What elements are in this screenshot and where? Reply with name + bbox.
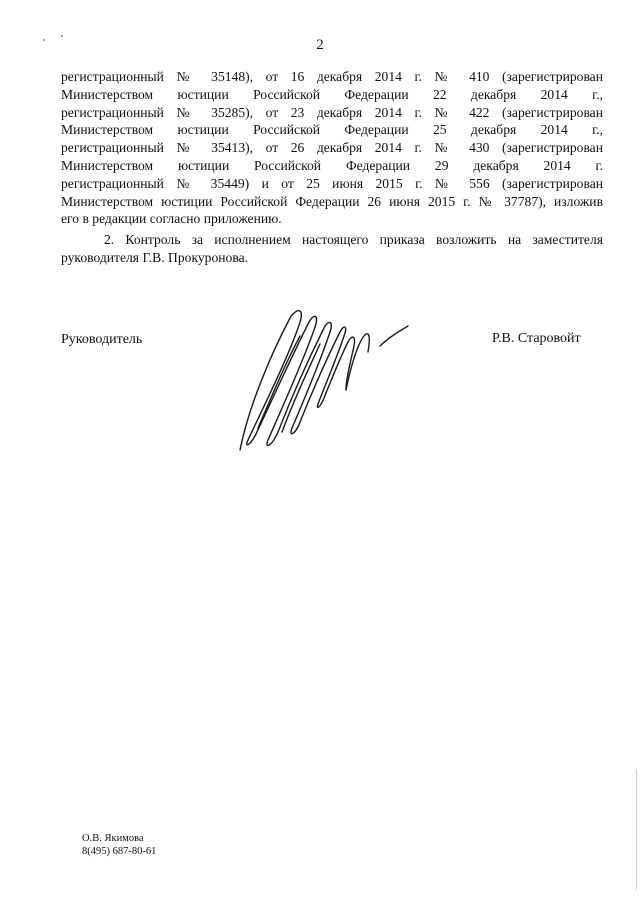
paragraph-1-line: Министерством юстиции Российской Федерации 22 декабря 2014 г., [61,86,603,102]
executor-name: О.В. Якимова [82,833,144,844]
paragraph-1-line: Министерством юстиции Российской Федерации 26 июня 2015 г. № 37787), изложив [61,193,603,209]
paragraph-2-first-line: 2. Контроль за исполнением настоящего приказа возложить на заместителя [104,232,603,248]
body-text [61,68,603,267]
paragraph-1-line: регистрационный № 35148), от 16 декабря 2014 г. № 410 (зарегистрирован [61,69,603,84]
paragraph-1-line: регистрационный № 35285), от 23 декабря 2014 г. № 422 (зарегистрирован [61,104,603,120]
scan-edge-mark [636,770,637,890]
executor-block [82,832,156,858]
paragraph-1-line: регистрационный № 35413), от 26 декабря 2014 г. № 430 (зарегистрирован [61,140,603,156]
signer-name: Р.В. Старовойт [492,331,581,346]
paragraph-1-line: Министерством юстиции Российской Федерации 25 декабря 2014 г., [61,122,603,138]
signer-role: Руководитель [61,332,143,347]
paragraph-1-last-line: его в редакции согласно приложению. [61,211,282,227]
paragraph-1-line: Министерством юстиции Российской Федерации 29 декабря 2014 г. [61,157,603,173]
paragraph-1-line: регистрационный № 35449) и от 25 июня 2015 г. № 556 (зарегистрирован [61,175,603,191]
paragraph-2-last-line: руководителя Г.В. Прокуронова. [61,249,248,265]
executor-phone: 8(495) 687-80-61 [82,846,157,857]
page-number: 2 [316,37,324,53]
handwritten-signature [228,300,418,460]
